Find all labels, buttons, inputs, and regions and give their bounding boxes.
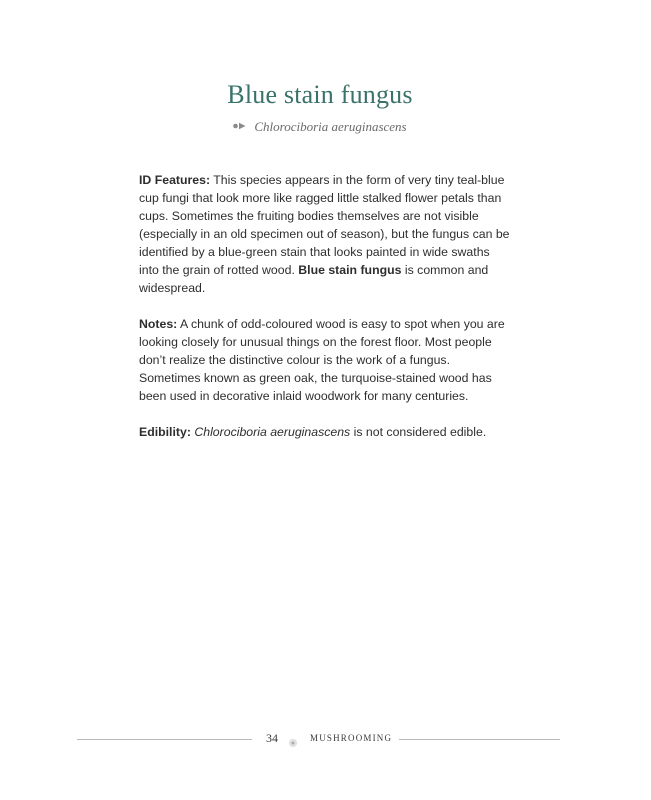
notes-paragraph bbox=[139, 315, 511, 405]
arrow-ornament-icon bbox=[233, 118, 247, 134]
id-features-text-end: is common and widespread. bbox=[139, 263, 489, 295]
footer-rule-right bbox=[399, 739, 560, 740]
body-text bbox=[139, 171, 511, 459]
dot-icon bbox=[288, 735, 298, 753]
species-name-bold: Blue stain fungus bbox=[298, 263, 402, 277]
edibility-label: Edibility: bbox=[139, 425, 191, 439]
notes-text: A chunk of odd-coloured wood is easy to spot when you are looking closely for unusual things on the forest floor. Most people don’t realize the distinctive colour is the work of a fungus. Sometimes known as green oak, the turquoise-stained wood has been used in decorative inlaid woodwork for many centuries. bbox=[139, 317, 505, 403]
id-features-text: This species appears in the form of very tiny teal-blue cup fungi that look more like ragged little stalked flower petals than cups. Sometimes the fruiting bodies themselves are not visible (especially in an old specimen out of season), but the fungus can be identified by a blue-green stain that looks painted in wide swaths into the grain of rotted wood. bbox=[139, 173, 510, 277]
page-footer bbox=[77, 731, 560, 749]
id-features-paragraph bbox=[139, 171, 511, 297]
edibility-text: is not considered edible. bbox=[350, 425, 487, 439]
page-number: 34 bbox=[266, 731, 278, 745]
page-title: Blue stain fungus bbox=[227, 80, 413, 109]
id-features-label: ID Features: bbox=[139, 173, 211, 187]
edibility-paragraph bbox=[139, 423, 511, 441]
edibility-species-name: Chlorociboria aeruginascens bbox=[194, 425, 351, 439]
notes-label: Notes: bbox=[139, 317, 178, 331]
scientific-name: Chlorociboria aeruginascens bbox=[254, 119, 407, 134]
section-title: MUSHROOMING bbox=[310, 733, 393, 743]
scientific-name-line bbox=[0, 118, 640, 135]
footer-rule-left bbox=[77, 739, 252, 740]
